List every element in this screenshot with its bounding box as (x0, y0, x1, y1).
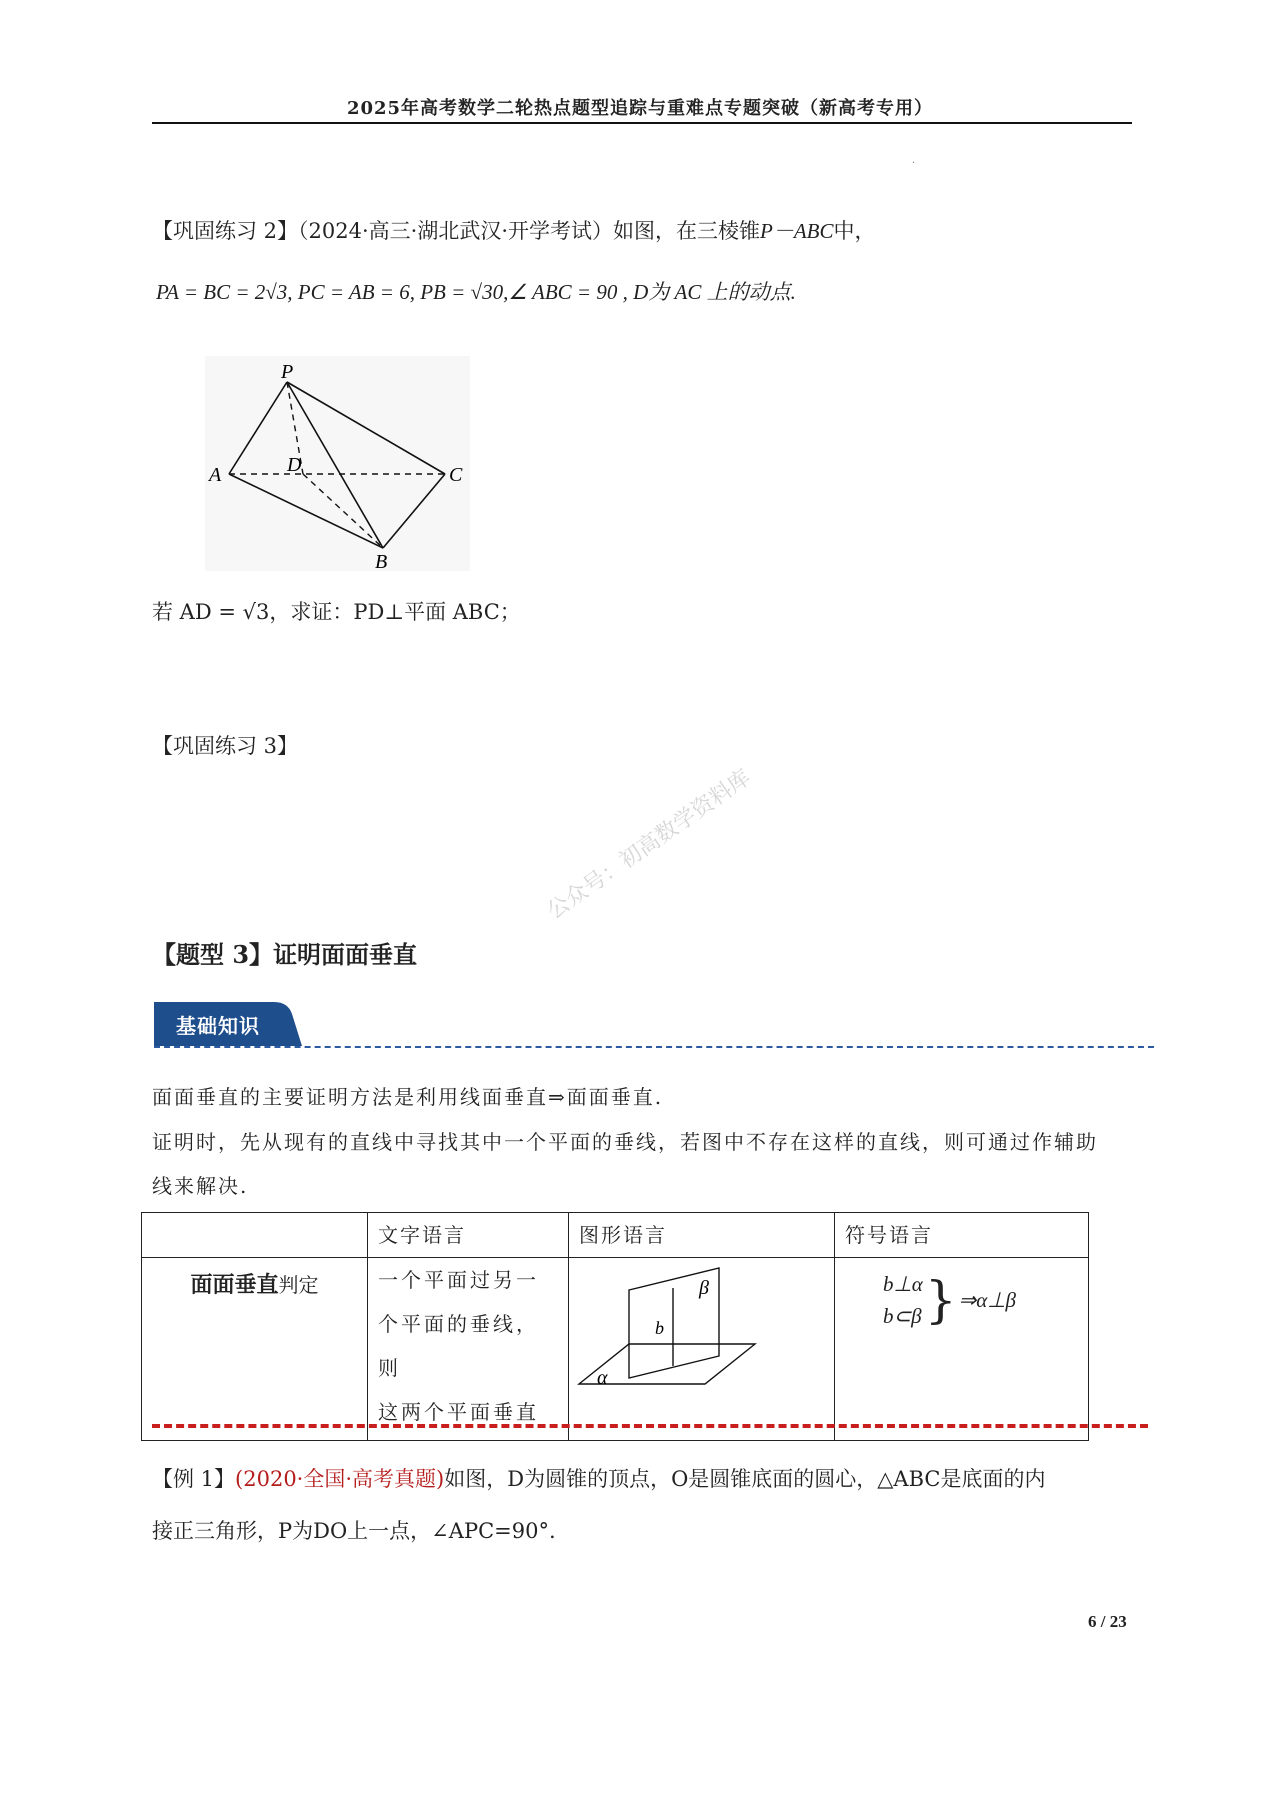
practice2-source: （2024·高三·湖北武汉·开学考试） (298, 219, 614, 243)
row-text-cell (368, 1258, 569, 1441)
table-header-cell: 图形语言 (569, 1213, 835, 1258)
example1-line1 (152, 1463, 1046, 1493)
practice2-question: 若 AD = √3，求证：PD⊥平面 ABC； (152, 600, 521, 624)
label-P: P (281, 361, 294, 383)
table-header-row (142, 1213, 1089, 1258)
knowledge-table (141, 1212, 1089, 1441)
label-D: D (287, 454, 302, 476)
example1-text1: 如图，D为圆锥的顶点，O是圆锥底面的圆心，△ABC是底面的内 (444, 1467, 1046, 1491)
row-text-line: 个平面的垂线，则 (378, 1312, 539, 1380)
symbol-brace: } (924, 1271, 957, 1329)
banner-dashed-rule (154, 1046, 1154, 1048)
row-symbol-cell (835, 1258, 1089, 1441)
basics-line2: 证明时，先从现有的直线中寻找其中一个平面的垂线，若图中不存在这样的直线，则可通过作辅助 (152, 1130, 1098, 1154)
row-name-cell (142, 1258, 368, 1441)
stray-dot: · (912, 158, 916, 169)
table-row (142, 1258, 1089, 1441)
label-A: A (209, 464, 222, 486)
example1-label: 【例 1】 (152, 1467, 236, 1491)
section-red-rule (152, 1424, 1148, 1428)
symbol-line: b⊥α (883, 1272, 923, 1296)
row-text-line: 一个平面过另一 (378, 1268, 539, 1292)
label-B: B (375, 551, 388, 573)
watermark-text: 公众号：初高数学资料库 (542, 765, 756, 925)
type3-label: 【题型 3】 (152, 940, 274, 969)
table-header-cell: 符号语言 (835, 1213, 1089, 1258)
practice2-conditions: PA = BC = 2√3, PC = AB = 6, PB = √30,∠ ABC = 90 , D为 AC 上的动点. (156, 280, 796, 304)
row-text-line: 这两个平面垂直 (378, 1400, 539, 1424)
type3-title: 证明面面垂直 (273, 940, 418, 969)
row-name-rest: 判定 (278, 1273, 319, 1297)
page-header-title: 2025年高考数学二轮热点题型追踪与重难点专题突破（新高考专用） (346, 98, 934, 119)
header-rule (152, 122, 1132, 124)
basics-line3: 线来解决. (152, 1174, 249, 1198)
practice2-line1 (152, 215, 876, 245)
row-figure-cell (569, 1258, 835, 1441)
row-name-bold: 面面垂直 (190, 1272, 279, 1298)
label-alpha: α (597, 1367, 608, 1389)
figure-bg (205, 356, 470, 571)
practice2-pyramid: P－ABC (760, 219, 834, 243)
pyramid-figure (195, 350, 485, 580)
practice2-intro: 如图，在三棱锥 (613, 219, 761, 243)
banner-label: 基础知识 (176, 1014, 260, 1038)
practice3-label: 【巩固练习 3】 (152, 734, 299, 758)
symbol-result: ⇒α⊥β (958, 1287, 1017, 1312)
symbol-line: b⊂β (883, 1304, 922, 1328)
label-beta: β (699, 1277, 709, 1299)
page-number: 6 / 23 (1088, 1612, 1127, 1631)
perpendicular-planes-figure (569, 1258, 814, 1394)
example1-line2: 接正三角形，P为DO上一点，∠APC=90°. (152, 1519, 556, 1543)
table-header-cell: 文字语言 (368, 1213, 569, 1258)
symbol-block (883, 1268, 1078, 1332)
practice2-intro-end: 中， (833, 219, 876, 243)
example1-source: (2020·全国·高考真题) (235, 1467, 445, 1491)
basics-line1: 面面垂直的主要证明方法是利用线面垂直⇒面面垂直. (152, 1085, 664, 1109)
type3-heading (152, 935, 417, 970)
practice2-label: 【巩固练习 2】 (152, 219, 299, 243)
table-header-cell (142, 1213, 368, 1258)
label-C: C (449, 464, 463, 486)
label-b: b (655, 1318, 664, 1338)
symbol-lines (883, 1268, 923, 1332)
